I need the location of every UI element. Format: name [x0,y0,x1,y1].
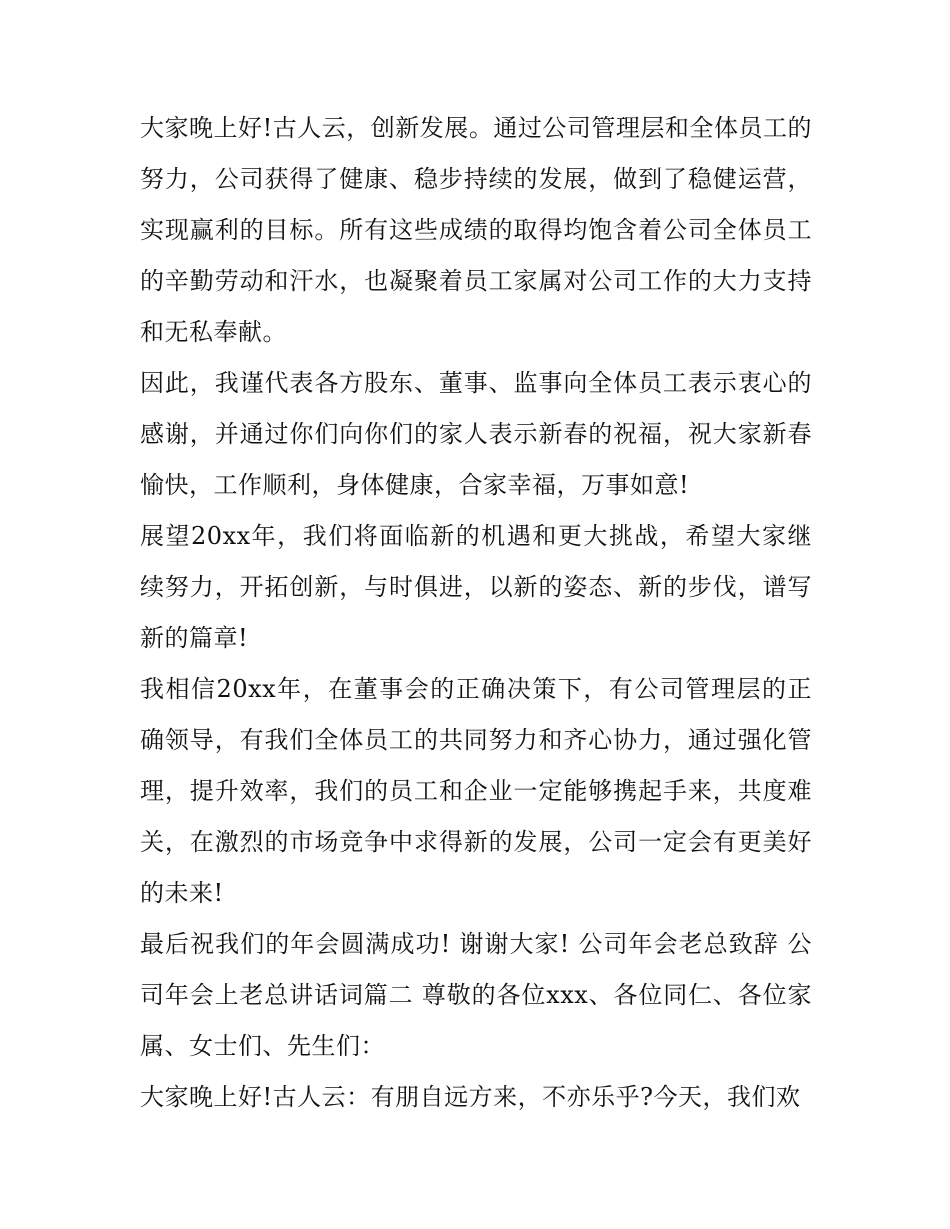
paragraph: 因此，我谨代表各方股东、董事、监事向全体员工表示衷心的感谢，并通过你们向你们的家人表示新春的祝福，祝大家新春愉快，工作顺利，身体健康，合家幸福，万事如意! [140,369,812,499]
paragraph: 大家晚上好!古人云：有朋自远方来，不亦乐乎?今天，我们欢 [140,1083,801,1111]
document-page [140,103,812,1123]
paragraph: 展望20xx年，我们将面临新的机遇和更大挑战，希望大家继续努力，开拓创新，与时俱进，以新的姿态、新的步伐，谱写新的篇章! [140,522,812,652]
paragraph: 我相信20xx年，在董事会的正确决策下，有公司管理层的正确领导，有我们全体员工的共同努力和齐心协力，通过强化管理，提升效率，我们的员工和企业一定能够携起手来，共度难关，在激烈的市场竞争中求得新的发展，公司一定会有更美好的未来! [140,675,812,907]
paragraph: 最后祝我们的年会圆满成功! 谢谢大家! 公司年会老总致辞 公司年会上老总讲话词篇二 尊敬的各位xxx、各位同仁、各位家属、女士们、先生们： [140,930,812,1060]
paragraph: 大家晚上好!古人云，创新发展。通过公司管理层和全体员工的努力，公司获得了健康、稳步持续的发展，做到了稳健运营，实现赢利的目标。所有这些成绩的取得均饱含着公司全体员工的辛勤劳动和汗水，也凝聚着员工家属对公司工作的大力支持和无私奉献。 [140,114,812,346]
